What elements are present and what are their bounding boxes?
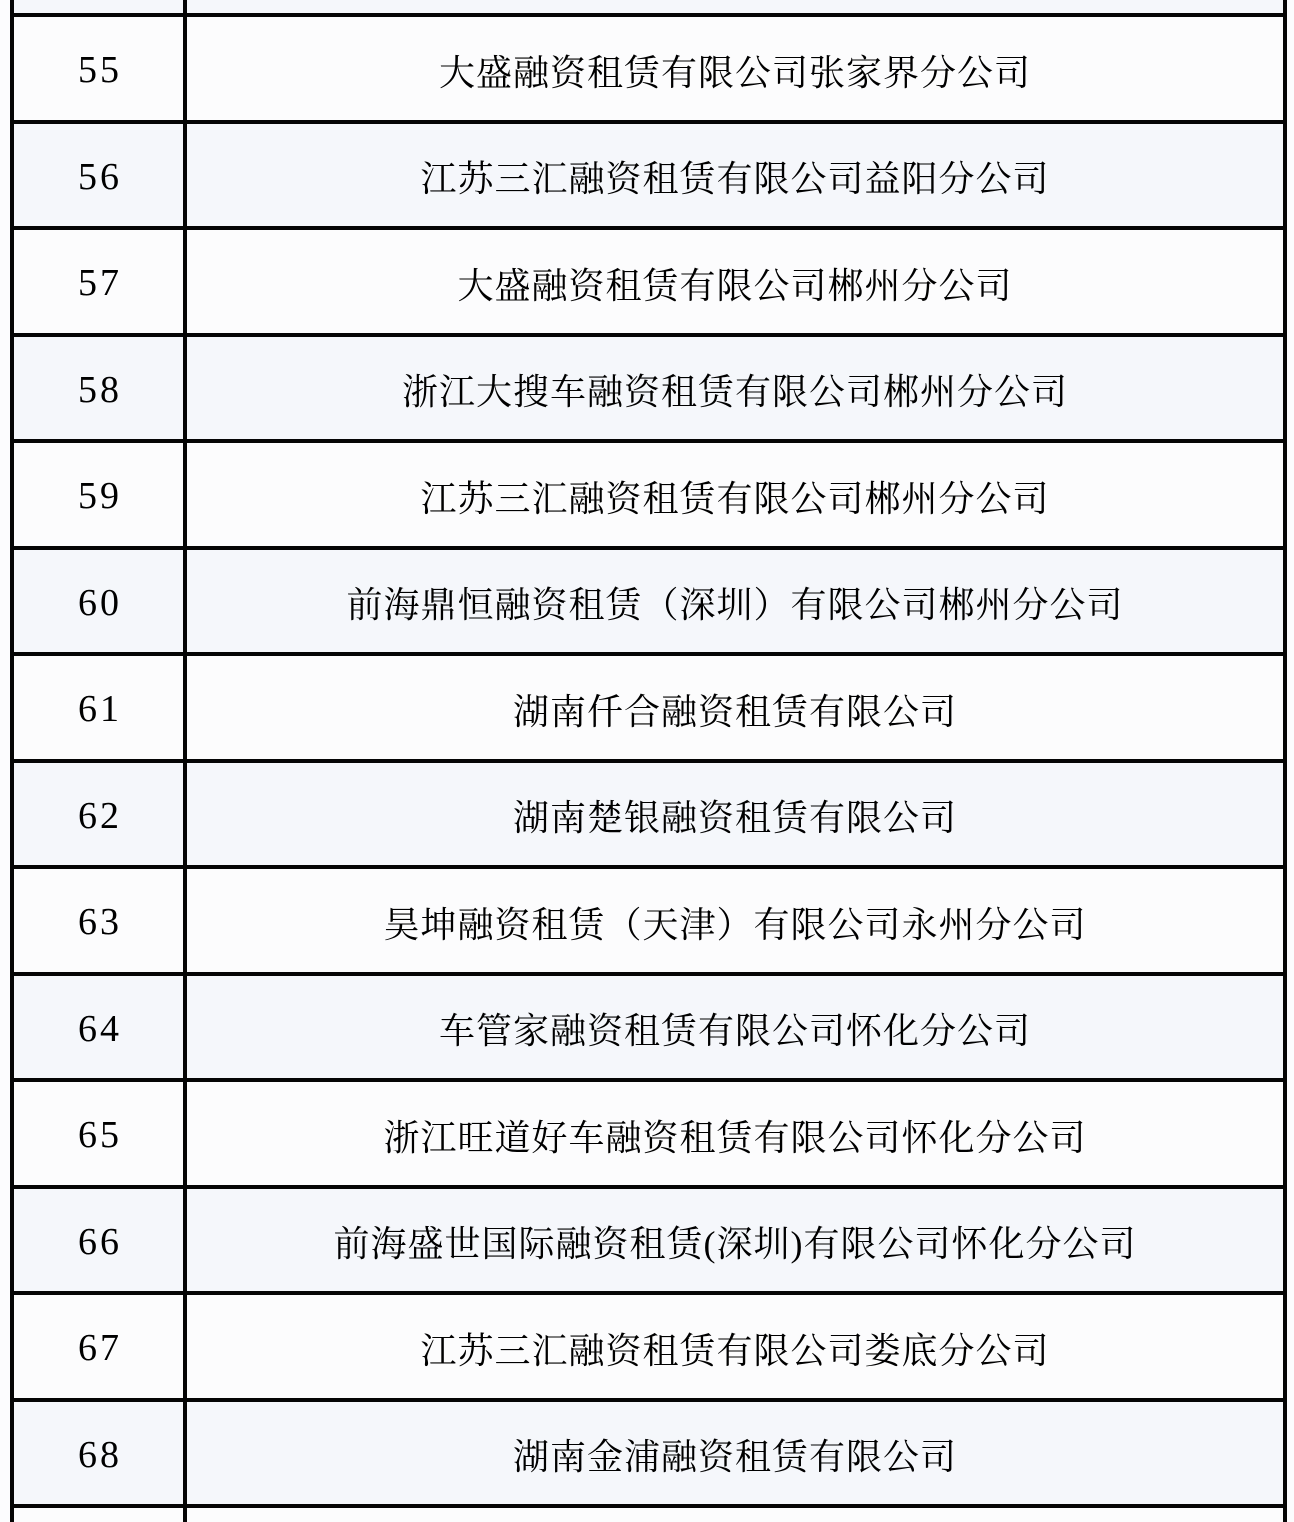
company-name-cell <box>187 1189 1283 1292</box>
row-number-cell <box>14 1189 183 1292</box>
company-name: 前海鼎恒融资租赁（深圳）有限公司郴州分公司 <box>346 585 1124 626</box>
company-name: 大盛融资租赁有限公司张家界分公司 <box>438 52 1031 93</box>
row-number-cell <box>14 1402 183 1505</box>
row-number: 55 <box>78 49 122 92</box>
company-name-cell <box>187 1402 1283 1505</box>
row-number: 65 <box>78 1114 122 1157</box>
company-name: 湖南楚银融资租赁有限公司 <box>512 798 957 839</box>
row-number-cell <box>14 17 183 120</box>
company-name-cell <box>187 337 1283 440</box>
row-number-cell <box>14 1508 183 1522</box>
company-name-cell <box>187 550 1283 653</box>
company-table <box>10 0 1287 1522</box>
company-name-cell <box>187 656 1283 759</box>
company-name-cell <box>187 230 1283 333</box>
company-name: 车管家融资租赁有限公司怀化分公司 <box>438 1011 1031 1052</box>
row-number: 60 <box>78 581 122 624</box>
company-name: 浙江大搜车融资租赁有限公司郴州分公司 <box>401 372 1068 413</box>
row-number: 58 <box>78 368 122 411</box>
row-number-cell <box>14 550 183 653</box>
company-name: 昊坤融资租赁（天津）有限公司永州分公司 <box>383 904 1087 945</box>
row-number-cell <box>14 230 183 333</box>
row-number-cell <box>14 443 183 546</box>
row-number-cell <box>14 1082 183 1185</box>
company-name: 大盛融资租赁有限公司郴州分公司 <box>457 265 1013 306</box>
company-name-cell <box>187 763 1283 866</box>
row-number: 68 <box>78 1433 122 1476</box>
company-name-cell <box>187 124 1283 227</box>
company-name: 江苏三汇融资租赁有限公司娄底分公司 <box>420 1330 1050 1371</box>
company-name-cell <box>187 0 1283 13</box>
row-number-cell <box>14 976 183 1079</box>
company-name-cell <box>187 17 1283 120</box>
company-name-cell <box>187 1082 1283 1185</box>
row-number: 64 <box>78 1007 122 1050</box>
row-number: 61 <box>78 688 122 731</box>
row-number-cell <box>14 763 183 866</box>
row-number: 57 <box>78 262 122 305</box>
company-name: 湖南仟合融资租赁有限公司 <box>512 691 957 732</box>
row-number-cell <box>14 1295 183 1398</box>
company-name: 江苏三汇融资租赁有限公司郴州分公司 <box>420 478 1050 519</box>
company-name: 浙江旺道好车融资租赁有限公司怀化分公司 <box>383 1117 1087 1158</box>
company-name-cell <box>187 443 1283 546</box>
row-number-cell <box>14 869 183 972</box>
row-number-cell <box>14 0 183 13</box>
row-number: 62 <box>78 794 122 837</box>
company-name: 湖南金浦融资租赁有限公司 <box>512 1437 957 1478</box>
row-number: 67 <box>78 1327 122 1370</box>
row-number: 66 <box>78 1220 122 1263</box>
row-number: 59 <box>78 475 122 518</box>
row-number-cell <box>14 124 183 227</box>
row-number-cell <box>14 337 183 440</box>
company-name-cell <box>187 1508 1283 1522</box>
row-number: 56 <box>78 155 122 198</box>
company-name-cell <box>187 1295 1283 1398</box>
company-name: 前海盛世国际融资租赁(深圳)有限公司怀化分公司 <box>333 1224 1137 1265</box>
company-name-cell <box>187 976 1283 1079</box>
row-number-cell <box>14 656 183 759</box>
company-name: 江苏三汇融资租赁有限公司益阳分公司 <box>420 159 1050 200</box>
row-number: 63 <box>78 901 122 944</box>
company-name-cell <box>187 869 1283 972</box>
